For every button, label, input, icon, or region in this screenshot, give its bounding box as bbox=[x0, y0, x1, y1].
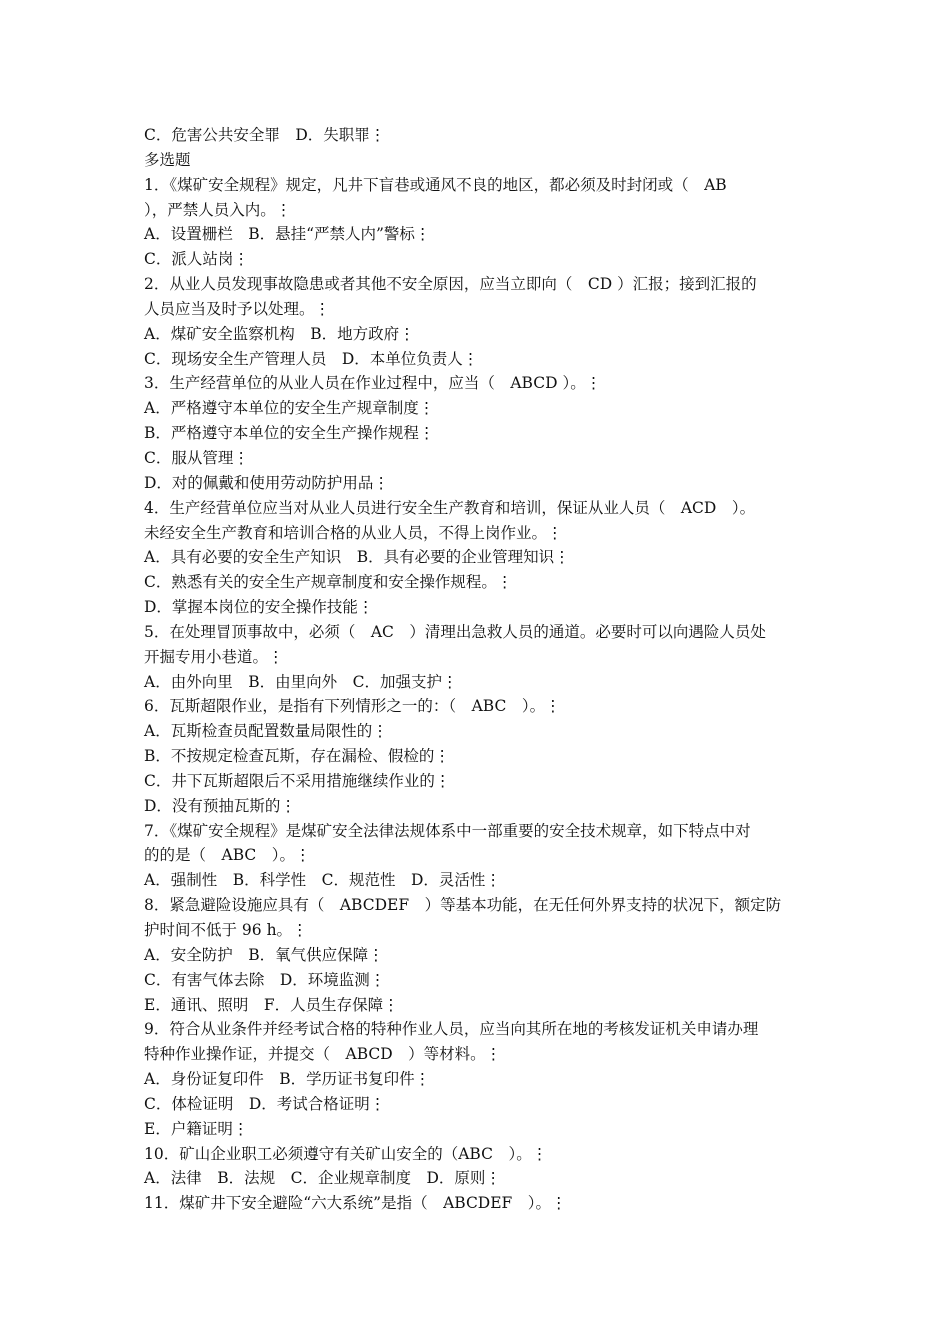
question-9-options: A．身份证复印件 B．学历证书复印件⋮ bbox=[144, 1070, 431, 1089]
question-6-option-a: A．瓦斯检查员配置数量局限性的⋮ bbox=[144, 722, 388, 741]
question-1-cont: ），严禁人员入内。⋮ bbox=[144, 200, 292, 219]
question-8-options: C．有害气体去除 D．环境监测⋮ bbox=[144, 970, 386, 989]
question-8-options: A．安全防护 B．氧气供应保障⋮ bbox=[144, 945, 384, 964]
question-5: 5．在处理冒顶事故中，必须（ AC ）清理出急救人员的通道。必要时可以向遇险人员处 bbox=[144, 622, 766, 641]
question-5-cont: 开掘专用小巷道。⋮ bbox=[144, 647, 284, 666]
question-9-cont: 特种作业操作证，并提交（ ABCD ）等材料。⋮ bbox=[144, 1045, 502, 1064]
question-1: 1．《煤矿安全规程》规定，凡井下盲巷或通风不良的地区，都必须及时封闭或（ AB bbox=[144, 175, 727, 194]
question-4-option-d: D．掌握本岗位的安全操作技能⋮ bbox=[144, 598, 374, 617]
question-9-option-e: E．户籍证明⋮ bbox=[144, 1119, 249, 1138]
question-2-cont: 人员应当及时予以处理。⋮ bbox=[144, 299, 331, 318]
question-5-options: A．由外向里 B．由里向外 C．加强支护⋮ bbox=[144, 672, 458, 691]
question-2-options: C．现场安全生产管理人员 D．本单位负责人⋮ bbox=[144, 349, 479, 368]
question-4-option-c: C．熟悉有关的安全生产规章制度和安全操作规程。⋮ bbox=[144, 573, 513, 592]
question-4-cont: 未经安全生产教育和培训合格的从业人员，不得上岗作业。⋮ bbox=[144, 523, 563, 542]
question-8: 8．紧急避险设施应具有（ ABCDEF ）等基本功能，在无任何外界支持的状况下，额定防 bbox=[144, 896, 782, 915]
question-8-cont: 护时间不低于 96 h。⋮ bbox=[144, 921, 308, 939]
text-line: C．危害公共安全罪 D．失职罪⋮ bbox=[144, 126, 386, 144]
question-7: 7．《煤矿安全规程》是煤矿安全法律法规体系中一部重要的安全技术规章，如下特点中对 bbox=[144, 821, 751, 840]
question-3-option-b: B．严格遵守本单位的安全生产操作规程⋮ bbox=[144, 424, 435, 443]
section-heading-multiple-choice: 多选题 bbox=[144, 150, 191, 169]
question-3-option-a: A．严格遵守本单位的安全生产规章制度⋮ bbox=[144, 399, 435, 418]
question-6-option-b: B．不按规定检查瓦斯，存在漏检、假检的⋮ bbox=[144, 747, 450, 766]
question-10-options: A．法律 B．法规 C．企业规章制度 D．原则⋮ bbox=[144, 1169, 501, 1188]
question-11: 11．煤矿井下安全避险“六大系统”是指（ ABCDEF ）。⋮ bbox=[144, 1194, 567, 1213]
question-6-option-d: D．没有预抽瓦斯的⋮ bbox=[144, 796, 296, 815]
question-4-options: A．具有必要的安全生产知识 B．具有必要的企业管理知识⋮ bbox=[144, 548, 570, 567]
question-4: 4．生产经营单位应当对从业人员进行安全生产教育和培训，保证从业人员（ ACD ）。 bbox=[144, 498, 756, 517]
question-1-options: C．派人站岗⋮ bbox=[144, 250, 249, 269]
question-6: 6．瓦斯超限作业，是指有下列情形之一的：（ ABC ）。⋮ bbox=[144, 697, 561, 716]
question-2: 2．从业人员发现事故隐患或者其他不安全原因，应当立即向（ CD ）汇报；接到汇报的 bbox=[144, 275, 757, 294]
question-3: 3．生产经营单位的从业人员在作业过程中，应当（ ABCD ）。⋮ bbox=[144, 374, 602, 393]
question-9: 9．符合从业条件并经考试合格的特种作业人员，应当向其所在地的考核发证机关申请办理 bbox=[144, 1020, 759, 1039]
question-9-options: C．体检证明 D．考试合格证明⋮ bbox=[144, 1094, 386, 1113]
question-7-cont: 的的是（ ABC ）。⋮ bbox=[144, 846, 311, 865]
question-10: 10．矿山企业职工必须遵守有关矿山安全的（ABC ）。⋮ bbox=[144, 1144, 548, 1163]
question-7-options: A．强制性 B．科学性 C．规范性 D．灵活性⋮ bbox=[144, 871, 501, 890]
question-3-option-c: C．服从管理⋮ bbox=[144, 448, 249, 467]
question-2-options: A．煤矿安全监察机构 B．地方政府⋮ bbox=[144, 324, 415, 343]
document-body bbox=[144, 123, 809, 1216]
question-8-options: E．通讯、照明 F．人员生存保障⋮ bbox=[144, 995, 399, 1014]
question-1-options: A．设置栅栏 B．悬挂“严禁人内”警标⋮ bbox=[144, 225, 431, 244]
question-6-option-c: C．井下瓦斯超限后不采用措施继续作业的⋮ bbox=[144, 771, 451, 790]
question-3-option-d: D．对的佩戴和使用劳动防护用品⋮ bbox=[144, 473, 389, 492]
